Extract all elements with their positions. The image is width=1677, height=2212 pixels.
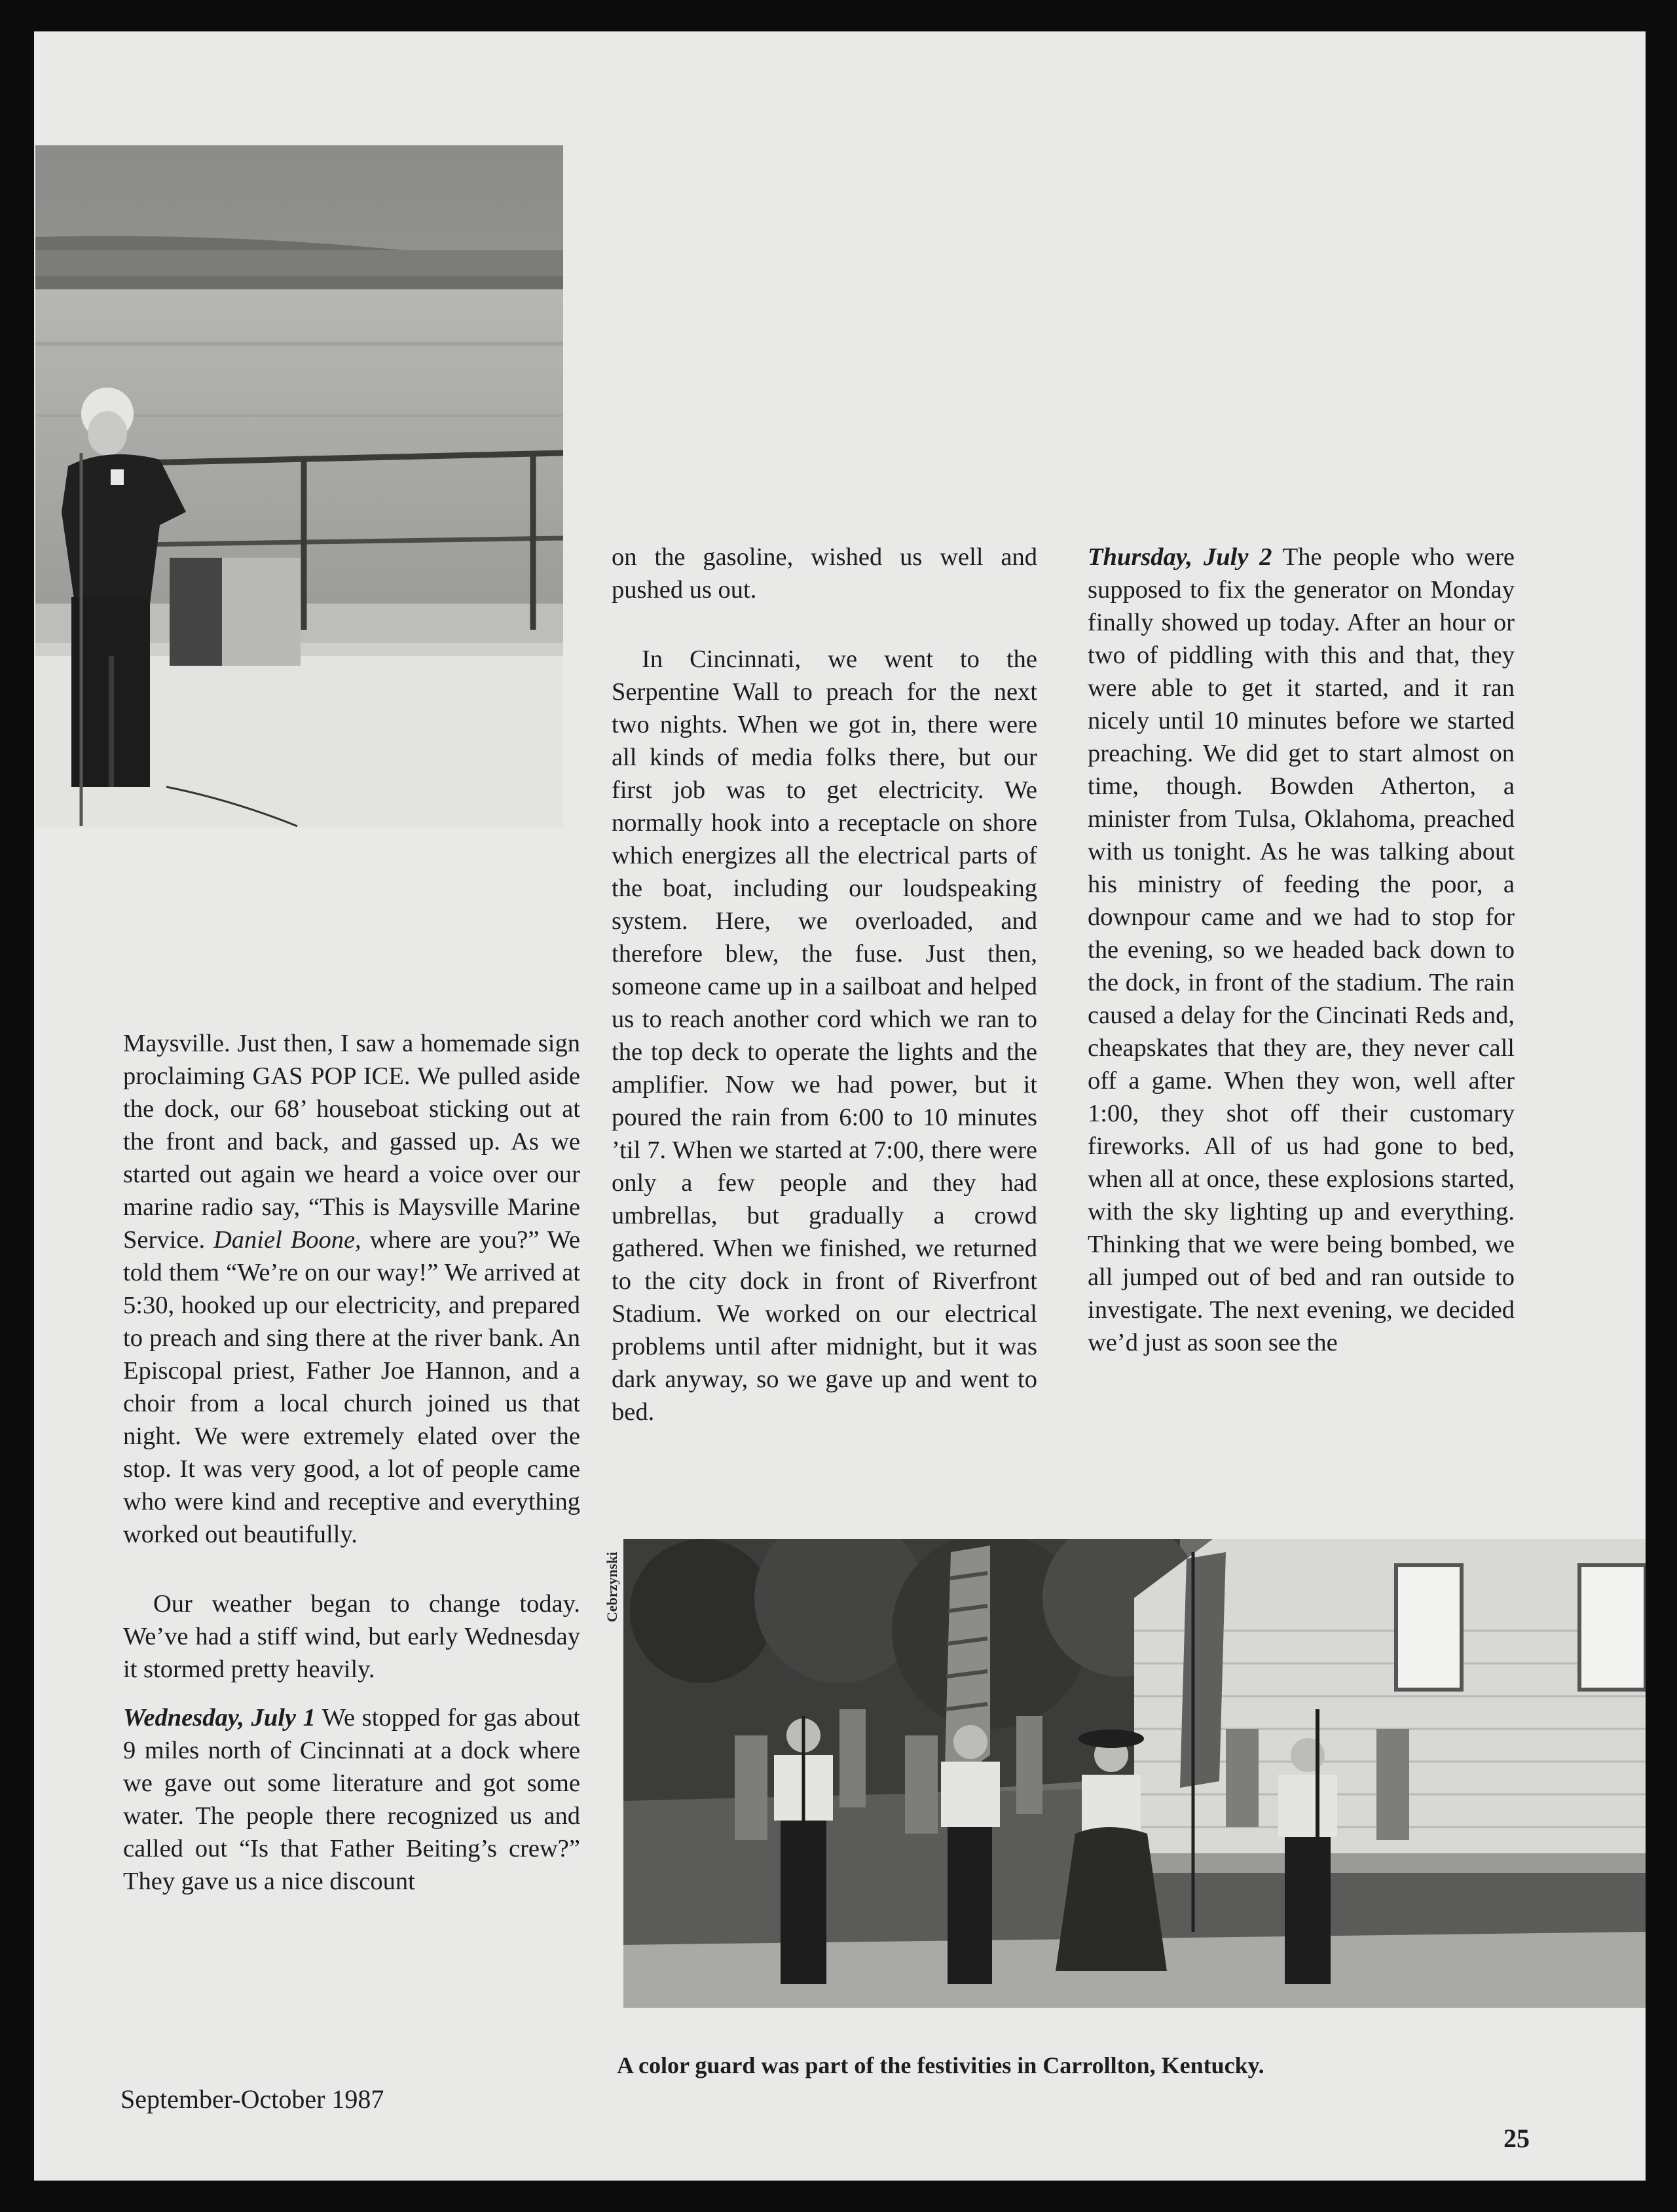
priest-at-microphone-photo bbox=[35, 145, 563, 827]
paragraph-text: The people who were supposed to fix the generator on Monday finally showed up today. After an hour or two of piddling with this and that, they were able to get it started, and it ran nicely until 10 minutes before we started preaching. We did get to start almost on time, though. Bowden Atherton, a minister from Tulsa, Oklahoma, preached with us tonight. As he was talking about his ministry of feeding the poor, a downpour came and we had to stop for the evening, so we headed back down to the dock, in front of the stadium. The rain caused a delay for the Cincinati Reds and, cheapskates that they are, they never call off a game. When they won, well after 1:00, they shot off their customary fireworks. All of us had gone to bed, when all at once, these explosions started, with the sky lighting up and everything. Thinking that we were being bombed, we all jumped out of bed and ran outside to investigate. The next evening, we decided we’d just as soon see the bbox=[1088, 543, 1515, 1356]
color-guard-photo bbox=[623, 1539, 1646, 2008]
issue-date: September-October 1987 bbox=[120, 2084, 384, 2114]
diary-date: Thursday, July 2 bbox=[1088, 543, 1272, 571]
text-column-middle bbox=[612, 541, 1037, 1428]
photo-caption: A color guard was part of the festivities in Carrollton, Kentucky. bbox=[617, 2052, 1264, 2078]
paragraph: on the gasoline, wished us well and pushed us out. bbox=[612, 543, 1037, 604]
paragraph-text: We stopped for gas about 9 miles north of Cincinnati at a dock where we gave out some literature and got some water. The people there recognized us and called out “Is that Father Beiting’s crew?” They gave us a nice discount bbox=[123, 1704, 580, 1895]
paragraph: In Cincinnati, we went to the Serpentine Wall to preach for the next two nights. When we got in, there were all kinds of media folks there, but our first job was to get electricity. We normally hook into a receptacle on shore which energizes all the electrical parts of the boat, including our loudspeaking system. Here, we overloaded, and therefore blew, the fuse. Just then, someone came up in a sailboat and helped us to reach another cord which we ran to the top deck to operate the lights and the amplifier. Now we had power, but it poured the rain from 6:00 to 10 minutes ’til 7. When we started at 7:00, there were only a few people and they had umbrellas, but gradually a crowd gathered. When we finished, we returned to the city dock in front of Riverfront Stadium. We worked on our electrical problems until after midnight, but it was dark anyway, so we gave up and went to bed. bbox=[612, 645, 1037, 1426]
paragraph bbox=[123, 1027, 580, 1551]
boat-name: Daniel Boone, bbox=[213, 1226, 361, 1254]
magazine-page bbox=[34, 31, 1646, 2181]
paragraph-text: where are you?” We told them “We’re on our way!” We arrived at 5:30, hooked up our electricity, and prepared to preach and sing there at the river bank. An Episcopal priest, Father Joe Hannon, and a choir from a local church joined us that night. We were extremely elated over the stop. It was very good, a lot of people came who were kind and receptive and everything worked out beautifully. bbox=[123, 1226, 580, 1548]
text-column-right bbox=[1088, 541, 1515, 1359]
page-number: 25 bbox=[1503, 2124, 1530, 2153]
text-column-left bbox=[123, 1027, 580, 1898]
diary-date: Wednesday, July 1 bbox=[123, 1704, 316, 1732]
paragraph bbox=[123, 1701, 580, 1898]
paragraph: Our weather began to change today. We’ve had a stiff wind, but early Wednesday it stormed pretty heavily. bbox=[123, 1590, 580, 1683]
photo-credit: Cebrzynski bbox=[604, 1551, 620, 1622]
paragraph-text: Maysville. Just then, I saw a homemade sign proclaiming GAS POP ICE. We pulled aside the dock, our 68’ houseboat sticking out at the front and back, and gassed up. As we started out again we heard a voice over our marine radio say, “This is Maysville Marine Service. bbox=[123, 1030, 580, 1254]
paragraph bbox=[1088, 541, 1515, 1359]
